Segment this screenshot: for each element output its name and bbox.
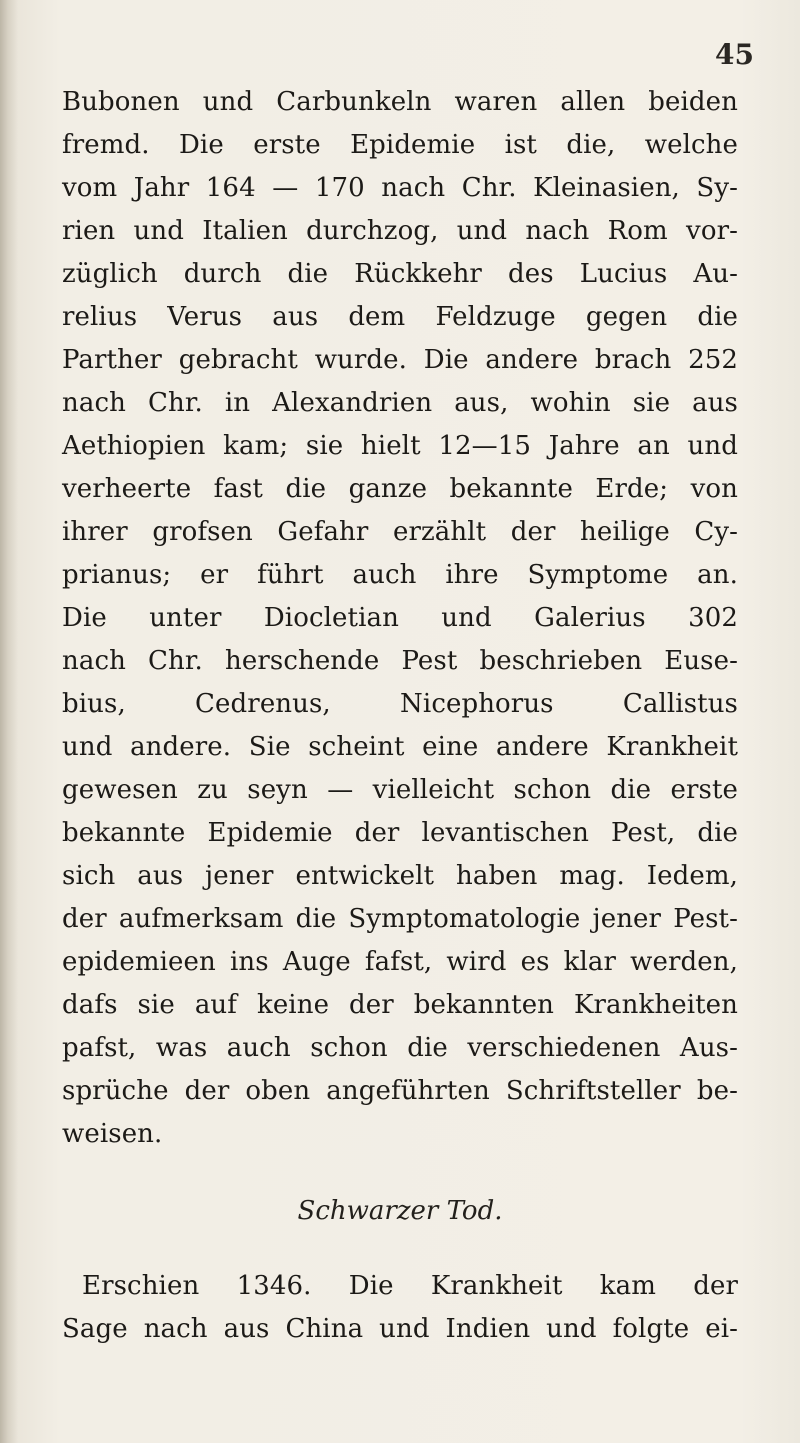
binding-shadow [0,0,18,1443]
text-line: vom Jahr 164 — 170 nach Chr. Kleinasien, Sy- [62,173,738,203]
text-line: rien und Italien durchzog, und nach Rom vor- [62,216,738,246]
text-line: weisen. [62,1119,163,1149]
text-line: dafs sie auf keine der bekannten Krankheiten [62,990,738,1020]
text-line: prianus; er führt auch ihre Symptome an. [62,560,738,590]
text-line: der aufmerksam die Symptomatologie jener Pest- [62,904,738,934]
text-line: sprüche der oben angeführten Schriftsteller be- [62,1076,738,1106]
text-line: Parther gebracht wurde. Die andere brach 252 [62,345,738,375]
text-line: züglich durch die Rückkehr des Lucius Au- [62,259,738,289]
text-line: und andere. Sie scheint eine andere Krankheit [62,732,738,762]
text-line: bius, Cedrenus, Nicephorus Callistus [62,689,738,719]
text-line: sich aus jener entwickelt haben mag. Iedem, [62,861,738,891]
text-line: Sage nach aus China und Indien und folgte ei- [62,1314,738,1344]
text-line: verheerte fast die ganze bekannte Erde; von [62,474,738,504]
text-line: relius Verus aus dem Feldzuge gegen die [62,302,738,332]
text-line: Bubonen und Carbunkeln waren allen beiden [62,87,738,117]
text-line: nach Chr. herschende Pest beschrieben Euse- [62,646,738,676]
text-line: ihrer grofsen Gefahr erzählt der heilige Cy- [62,517,738,547]
section-heading: Schwarzer Tod. [297,1196,503,1226]
text-line: pafst, was auch schon die verschiedenen Aus- [62,1033,738,1063]
text-line: nach Chr. in Alexandrien aus, wohin sie aus [62,388,738,418]
page-number: 45 [715,38,754,71]
text-line: Die unter Diocletian und Galerius 302 [62,603,738,633]
text-line: epidemieen ins Auge fafst, wird es klar werden, [62,947,738,977]
text-line: bekannte Epidemie der levantischen Pest, die [62,818,738,848]
text-line: fremd. Die erste Epidemie ist die, welche [62,130,738,160]
text-line: Aethiopien kam; sie hielt 12—15 Jahre an und [62,431,738,461]
text-line: gewesen zu seyn — vielleicht schon die erste [62,775,738,805]
text-line: Erschien 1346. Die Krankheit kam der [82,1271,738,1301]
